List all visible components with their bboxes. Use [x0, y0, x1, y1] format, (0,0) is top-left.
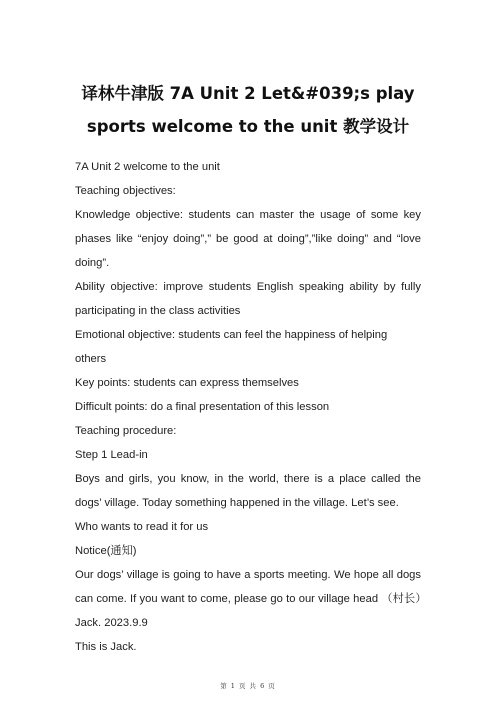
- document-title-line-2: sports welcome to the unit 教学设计: [86, 117, 410, 136]
- paragraph-teaching-objectives: Teaching objectives:: [75, 185, 176, 197]
- paragraph-notice-heading: Notice(通知): [75, 545, 137, 557]
- document-title-line-1: 译林牛津版 7A Unit 2 Let&#039;s play: [81, 84, 415, 103]
- paragraph-lead-in-text: Boys and girls, you know, in the world, there is a place called the dogs’ village. Today something happened in the village. Let’s see.: [75, 473, 421, 509]
- paragraph-this-is-jack: This is Jack.: [75, 641, 137, 653]
- paragraph-teaching-procedure: Teaching procedure:: [75, 425, 177, 437]
- document-body: [75, 155, 421, 659]
- page-number-footer: 第 1 页 共 6 页: [220, 682, 276, 690]
- paragraph-knowledge-objective: Knowledge objective: students can master the usage of some key phases like “enjoy doing”,” be good at doing”,”like doing” and “love doing”.: [75, 209, 421, 269]
- paragraph-heading-unit: 7A Unit 2 welcome to the unit: [75, 161, 220, 173]
- paragraph-difficult-points: Difficult points: do a final presentation of this lesson: [75, 401, 330, 413]
- paragraph-notice-text: Our dogs’ village is going to have a sports meeting. We hope all dogs can come. If you want to come, please go to our village head （村长）Jack. 2023.9.9: [75, 569, 421, 629]
- paragraph-emotional-objective: Emotional objective: students can feel the happiness of helping others: [75, 329, 388, 365]
- paragraph-who-reads: Who wants to read it for us: [75, 521, 209, 533]
- paragraph-key-points: Key points: students can express themselves: [75, 377, 299, 389]
- paragraph-ability-objective: Ability objective: improve students English speaking ability by fully participating in the class activities: [75, 281, 421, 317]
- paragraph-step-1: Step 1 Lead-in: [75, 449, 148, 461]
